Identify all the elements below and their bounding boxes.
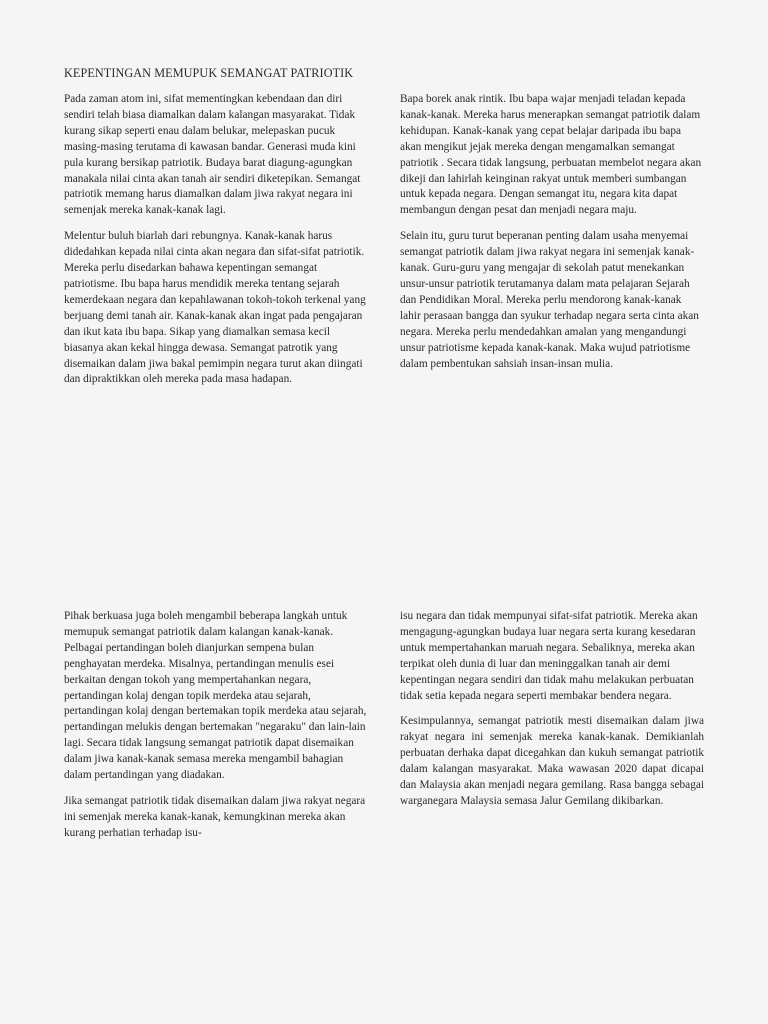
section1-left-column [64, 92, 368, 398]
section2-left-column [64, 609, 368, 852]
paragraph: Bapa borek anak rintik. Ibu bapa wajar menjadi teladan kepada kanak-kanak. Mereka harus menerapkan semangat patriotik dalam kehidupan. Kanak-kanak yang cepat belajar daripada ibu bapa akan mengikut jejak mereka dengan mengamalkan semangat patriotik . Secara tidak langsung, perbuatan membelot negara akan dikeji dan lahirlah keinginan rakyat untuk memberi sumbangan untuk kepada negara. Dengan semangat itu, negara kita dapat membangun dengan pesat dan menjadi negara maju. [400, 93, 702, 217]
paragraph: Selain itu, guru turut beperanan penting dalam usaha menyemai semangat patriotik dalam jiwa rakyat negara ini semenjak kanak-kanak. Guru-guru yang mengajar di sekolah patut menekankan unsur-unsur patriotik terutamanya dalam mata pelajaran Sejarah dan Pendidikan Moral. Mereka perlu mendorong kanak-kanak lahir perasaan bangga dan syukur terhadap negara serta cinta akan negara. Mereka perlu mendedahkan amalan yang mengandungi unsur patriotisme kepada kanak-kanak. Maka wujud patriotisme dalam pembentukan sahsiah insan-insan mulia. [400, 230, 699, 370]
paragraph: isu negara dan tidak mempunyai sifat-sifat patriotik. Mereka akan mengagung-agungkan budaya luar negara serta kurang kesedaran untuk mempertahankan maruah negara. Sebaliknya, mereka akan terpikat oleh dunia di luar dan meninggalkan tanah air demi kepentingan negara sendiri dan tidak mahu melakukan perbuatan tidak setia kepada negara seperti membakar bendera negara. [400, 610, 698, 702]
section1-right-column [400, 92, 704, 382]
paragraph: Kesimpulannya, semangat patriotik mesti disemaikan dalam jiwa rakyat negara ini semenjak mereka kanak-kanak. Demikianlah perbuatan derhaka dapat dicegahkan dan kukuh semangat patriotik dalam kalangan masyarakat. Maka wawasan 2020 dapat dicapai dan Malaysia akan menjadi negara gemilang. Rasa bangga sebagai warganegara Malaysia semasa Jalur Gemilang dikibarkan. [400, 715, 704, 807]
document-title: KEPENTINGAN MEMUPUK SEMANGAT PATRIOTIK [64, 66, 354, 80]
section2-right-column [400, 609, 704, 820]
paragraph: Pada zaman atom ini, sifat mementingkan kebendaan dan diri sendiri telah biasa diamalkan dalam kalangan masyarakat. Tidak kurang sikap seperti enau dalam belukar, melepaskan pucuk masing-masing terutama di kawasan bandar. Generasi muda kini pula kurang bersikap patriotik. Budaya barat diagung-agungkan manakala nilai cinta akan tanah air sendiri diketepikan. Semangat patriotik memang harus diamalkan dalam jiwa rakyat negara ini semenjak mereka kanak-kanak lagi. [64, 93, 361, 217]
paragraph: Pihak berkuasa juga boleh mengambil beberapa langkah untuk memupuk semangat patriotik dalam kalangan kanak-kanak. Pelbagai pertandingan boleh dianjurkan sempena bulan penghayatan merdeka. Misalnya, pertandingan menulis esei berkaitan dengan tokoh yang mempertahankan negara, pertandingan kolaj dengan topik merdeka atau sejarah, pertandingan kolaj dengan bertemakan topik merdeka atau sejarah, pertandingan melukis dengan bertemakan "negaraku" dan lain-lain lagi. Secara tidak langsung semangat patriotik dapat disemaikan dalam jiwa kanak-kanak semasa mereka mengambil bahagian dalam pertandingan yang diadakan. [64, 610, 367, 782]
paragraph: Jika semangat patriotik tidak disemaikan dalam jiwa rakyat negara ini semenjak mereka kanak-kanak, kemungkinan mereka akan kurang perhatian terhadap isu- [64, 794, 366, 839]
paragraph: Melentur buluh biarlah dari rebungnya. Kanak-kanak harus didedahkan kepada nilai cinta akan negara dan sifat-sifat patriotik. Mereka perlu disedarkan bahawa kepentingan semangat patriotisme. Ibu bapa harus mendidik mereka tentang sejarah kemerdekaan negara dan kepahlawanan tokoh-tokoh terkenal yang berjuang demi tanah air. Kanak-kanak akan ingat pada pengajaran dan ikut kata ibu bapa. Sikap yang diamalkan semasa kecil biasanya akan kekal hingga dewasa. Semangat patrotik yang disemaikan dalam jiwa bakal pemimpin negara turut akan diingati dan dipraktikkan oleh mereka pada masa hadapan. [64, 230, 366, 386]
